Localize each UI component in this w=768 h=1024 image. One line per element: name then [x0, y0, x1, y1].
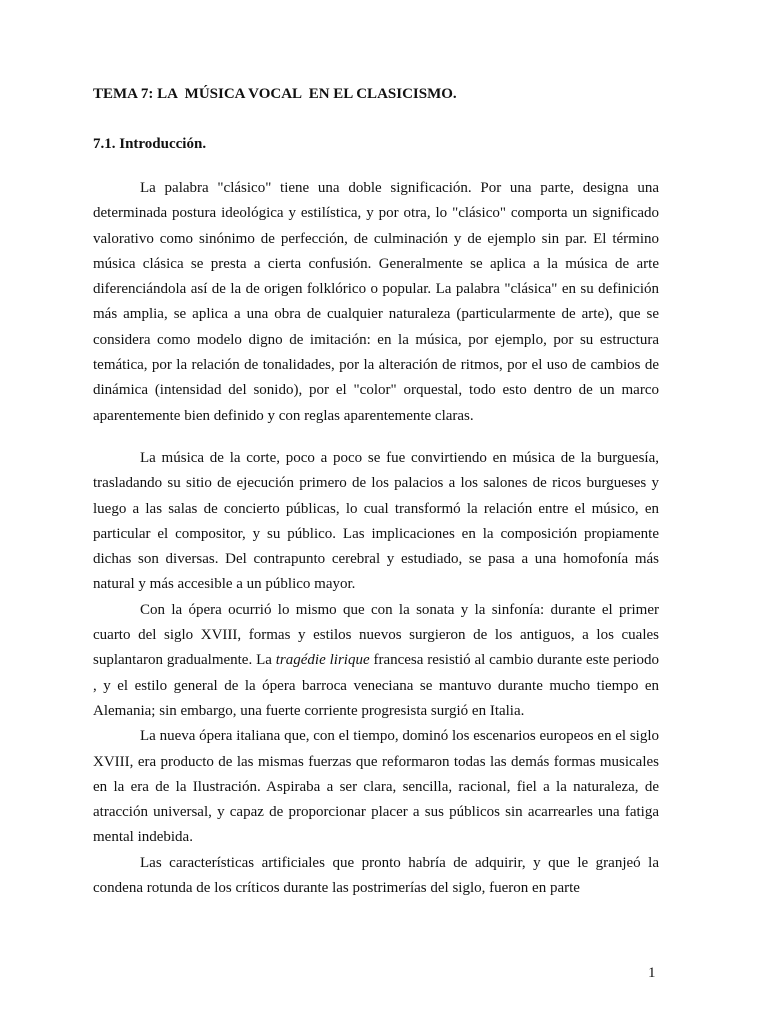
paragraph-3	[93, 598, 659, 724]
page-number: 1	[648, 965, 656, 981]
italic-term: tragédie lirique	[275, 652, 370, 669]
paragraph-4: La nueva ópera italiana que, con el tiempo, dominó los escenarios europeos en el siglo XVIII, era producto de las mismas fuerzas que reformaron todas las demás formas musicales en la era de la Ilustración. Aspiraba a ser clara, sencilla, racional, fiel a la naturaleza, de atracción universal, y capaz de proporcionar placer a sus públicos sin acarrearles una fatiga mental indebida.	[93, 728, 660, 846]
body-text	[93, 176, 659, 901]
paragraph-3-text-before: Con la ópera ocurrió lo mismo que con la sonata y la sinfonía: durante el primer cuarto del siglo XVIII, formas y estilos nuevos surgieron de los antiguos, a los cuales suplantaron gradualmente. La	[93, 601, 659, 669]
paragraph-1: La palabra "clásico" tiene una doble significación. Por una parte, designa una determinada postura ideológica y estilística, y por otra, lo "clásico" comporta un significado valorativo como sinónimo de perfección, de culminación y de ejemplo sin par. El término música clásica se presta a cierta confusión. Generalmente se aplica a la música de arte diferenciándola así de la de origen folklórico o popular. La palabra "clásica" en su definición más amplia, se aplica a una obra de cualquier naturaleza (particularmente de arte), que se considera como modelo digno de imitación: en la música, por ejemplo, por su estructura temática, por la relación de tonalidades, por la alteración de ritmos, por el uso de cambios de dinámica (intensidad del sonido), por el "color" orquestal, todo esto dentro de un marco aparentemente bien definido y con reglas aparentemente claras.	[93, 180, 659, 424]
paragraph-5: Las características artificiales que pronto habría de adquirir, y que le granjeó la condena rotunda de los críticos durante las postrimerías del siglo, fueron en parte	[93, 854, 659, 897]
paragraph-2: La música de la corte, poco a poco se fue convirtiendo en música de la burguesía, trasladando su sitio de ejecución primero de los palacios a los salones de ricos burgueses y luego a las salas de concierto públicas, lo cual transformó la relación entre el músico, en particular el compositor, y su público. Las implicaciones en la composición propiamente dichas son diversas. Del contrapunto cerebral y estudiado, se pasa a una homofonía más natural y más accesible a un público mayor.	[93, 449, 659, 593]
section-heading: 7.1. Introducción.	[93, 136, 207, 152]
document-title: TEMA 7: LA MÚSICA VOCAL EN EL CLASICISMO.	[93, 86, 457, 102]
paragraph-3-text-after: francesa resistió al cambio durante este periodo , y el estilo general de la ópera barroca veneciana se mantuvo durante mucho tiempo en Alemania; sin embargo, una fuerte corriente progresista surgió en Italia.	[93, 652, 659, 719]
